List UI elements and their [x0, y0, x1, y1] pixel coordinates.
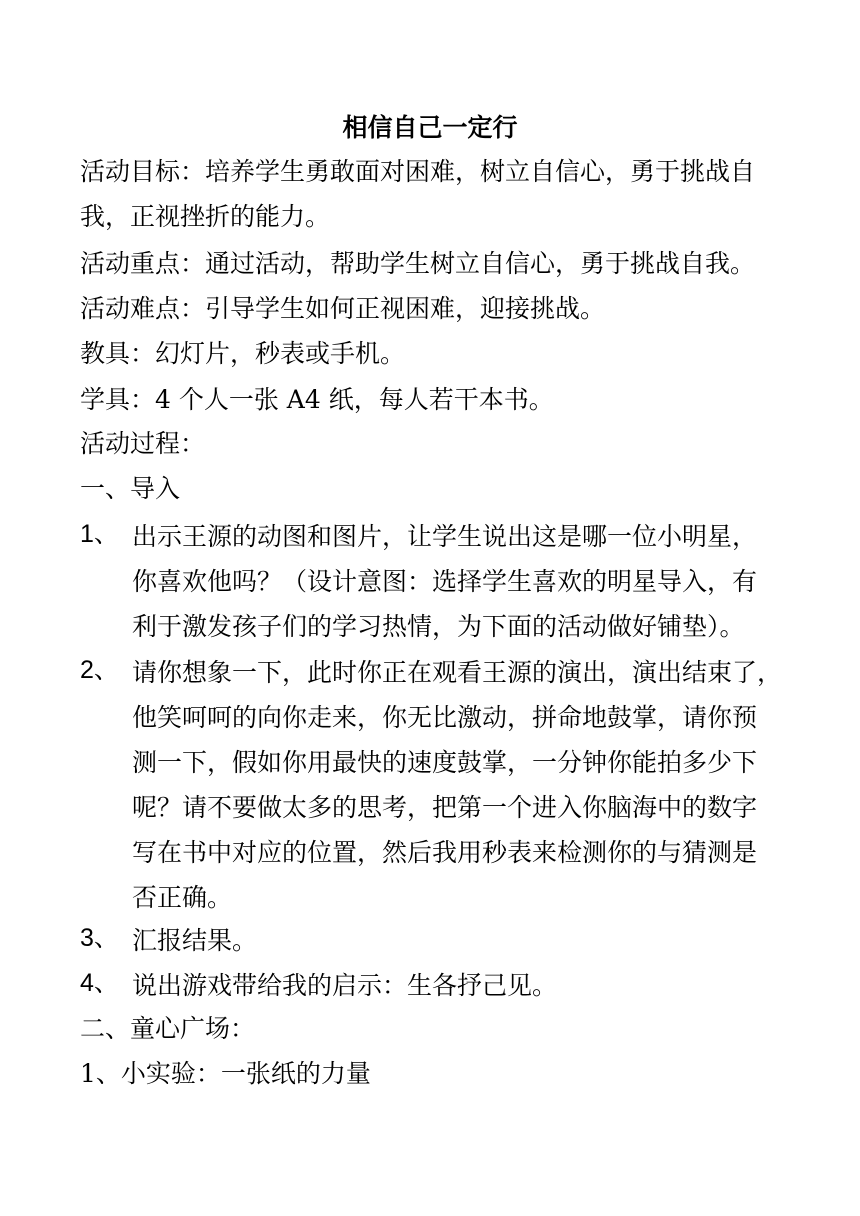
list-number: 3、: [80, 924, 119, 952]
list-number: 2、: [80, 656, 119, 684]
text-line: 请你想象一下，此时你正在观看王源的演出，演出结束了，: [132, 658, 783, 687]
section-2-heading: 二、童心广场：: [80, 1014, 256, 1043]
text-line: 汇报结果。: [132, 926, 258, 955]
activity-goal-line-1: 活动目标：培养学生勇敢面对困难，树立自信心，勇于挑战自: [80, 157, 756, 186]
text-line: 呢？请不要做太多的思考，把第一个进入你脑海中的数字: [132, 793, 758, 822]
process-heading: 活动过程：: [80, 429, 206, 458]
list-number: 1、: [80, 520, 119, 548]
text-line: 测一下，假如你用最快的速度鼓掌，一分钟你能拍多少下: [132, 748, 758, 777]
text-line: 否正确。: [132, 883, 233, 912]
section-1-heading: 一、导入: [80, 474, 181, 503]
sub-item-experiment: 1、小实验：一张纸的力量: [80, 1059, 371, 1088]
text-line: 你喜欢他吗？（设计意图：选择学生喜欢的明星导入，有: [132, 567, 758, 596]
list-item-text: [132, 650, 784, 920]
text-line: 利于激发孩子们的学习热情，为下面的活动做好铺垫）。: [132, 612, 745, 641]
text-line: 说出游戏带给我的启示：生各抒己见。: [132, 971, 558, 1000]
activity-goal-line-2: 我，正视挫折的能力。: [80, 202, 331, 231]
text-line: 出示王源的动图和图片，让学生说出这是哪一位小明星，: [132, 522, 758, 551]
document-title: 相信自己一定行: [342, 113, 518, 142]
text-line: 他笑呵呵的向你走来，你无比激动，拼命地鼓掌，请你预: [132, 703, 758, 732]
list-item-text: [132, 918, 784, 963]
list-item-text: [132, 514, 784, 649]
text-line: 写在书中对应的位置，然后我用秒表来检测你的与猜测是: [132, 838, 758, 867]
activity-key-point: 活动重点：通过活动，帮助学生树立自信心，勇于挑战自我。: [80, 249, 756, 278]
list-number: 4、: [80, 969, 119, 997]
teaching-aids: 教具：幻灯片，秒表或手机。: [80, 339, 406, 368]
activity-difficulty: 活动难点：引导学生如何正视困难，迎接挑战。: [80, 294, 606, 323]
list-item-text: [132, 963, 784, 1008]
learning-aids: 学具：4 个人一张 A4 纸，每人若干本书。: [80, 385, 554, 414]
